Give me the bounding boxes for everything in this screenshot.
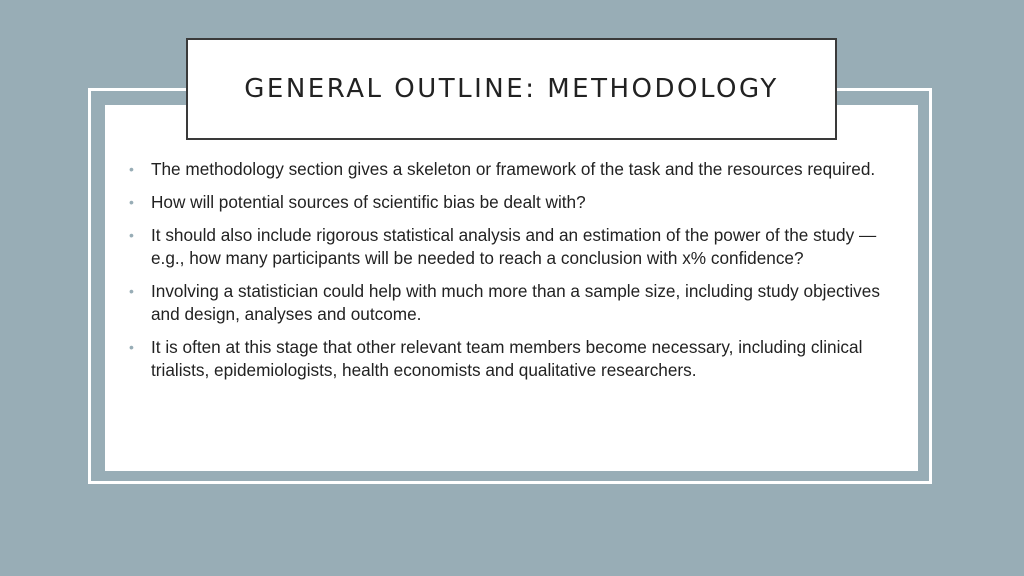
bullet-text: The methodology section gives a skeleton or framework of the task and the resources required. [151, 159, 876, 179]
list-item [128, 158, 908, 181]
slide-title: GENERAL OUTLINE: METHODOLOGY [244, 74, 779, 104]
bullet-dot-icon: • [129, 283, 134, 299]
bullet-text: Involving a statistician could help with much more than a sample size, including study objectives and design, analyses and outcome. [151, 281, 880, 324]
bullet-text: It is often at this stage that other relevant team members become necessary, including clinical trialists, epidemiologists, health economists and qualitative researchers. [151, 337, 863, 380]
title-box [186, 38, 837, 140]
bullet-dot-icon: • [129, 339, 134, 355]
list-item [128, 224, 908, 270]
bullet-list [128, 158, 908, 392]
list-item [128, 336, 908, 382]
bullet-dot-icon: • [129, 227, 134, 243]
list-item [128, 280, 908, 326]
bullet-text: It should also include rigorous statistical analysis and an estimation of the power of the study — e.g., how many participants will be needed to reach a conclusion with x% confidence? [151, 225, 877, 268]
list-item [128, 191, 908, 214]
bullet-text: How will potential sources of scientific bias be dealt with? [151, 192, 586, 212]
bullet-dot-icon: • [129, 194, 134, 210]
bullet-dot-icon: • [129, 161, 134, 177]
